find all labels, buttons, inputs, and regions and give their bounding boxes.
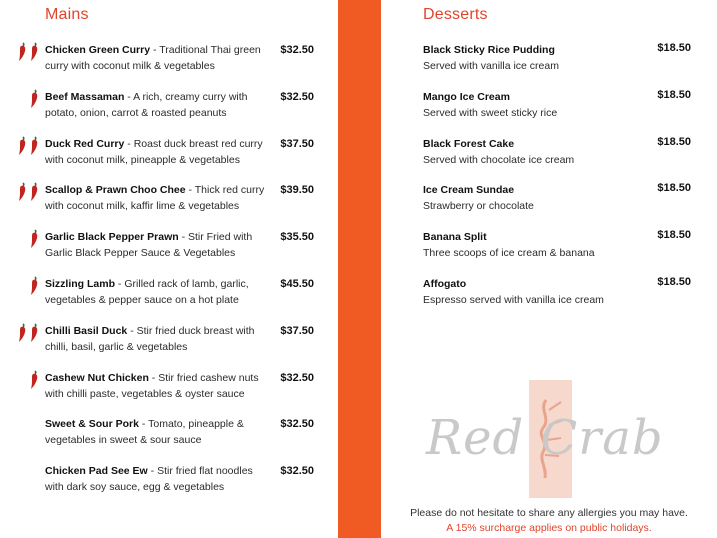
dessert-description: Espresso served with vanilla ice cream [423, 293, 604, 306]
item-price: $32.50 [280, 90, 314, 103]
item-name: Garlic Black Pepper Prawn [45, 231, 179, 244]
item-description-block [45, 229, 270, 261]
chili-icon [29, 229, 40, 249]
menu-item [0, 276, 338, 323]
dessert-price: $18.50 [657, 229, 691, 242]
dessert-price: $18.50 [657, 42, 691, 54]
menu-item [0, 229, 338, 276]
menu-item [0, 89, 338, 136]
item-price: $45.50 [280, 277, 314, 290]
item-description: Grilled rack of lamb, garlic, vegetables & pepper sauce on a hot plate [45, 277, 249, 306]
watermark-brand-text: Red Crab [426, 410, 664, 466]
item-separator: - [178, 231, 188, 244]
item-description: Traditional Thai green curry with coconut milk & vegetables [45, 44, 261, 72]
item-separator: - [127, 324, 137, 337]
item-separator: - [115, 277, 125, 290]
dessert-description-block [423, 229, 643, 261]
spice-level [14, 370, 40, 390]
item-name: Chilli Basil Duck [45, 324, 128, 337]
menu-item [0, 42, 338, 89]
item-name: Chicken Green Curry [45, 44, 151, 56]
item-separator: - [185, 184, 195, 197]
chili-icon [29, 182, 40, 202]
item-description-block [45, 182, 270, 214]
orange-divider [338, 0, 381, 538]
item-name: Duck Red Curry [45, 137, 125, 150]
dessert-description: Three scoops of ice cream & banana [423, 247, 595, 260]
menu-item [0, 370, 338, 417]
dessert-description-block [423, 136, 643, 168]
dessert-name: Black Sticky Rice Pudding [423, 44, 555, 56]
item-price: $37.50 [280, 324, 314, 337]
item-name: Sweet & Sour Pork [45, 418, 139, 431]
item-separator: - [148, 371, 159, 384]
item-price: $32.50 [280, 418, 314, 431]
item-description: Stir fried duck breast with chilli, basil, garlic & vegetables [45, 324, 255, 353]
chili-icon [29, 42, 40, 62]
chili-icon [29, 89, 40, 109]
spice-level [14, 416, 40, 436]
item-description: Stir fried flat noodles with dark soy sauce, egg & vegetables [45, 465, 253, 494]
chili-icon [29, 323, 40, 343]
desserts-column [381, 0, 717, 538]
surcharge-note: A 15% surcharge applies on public holidays. [446, 522, 652, 534]
chili-icon [17, 182, 28, 202]
item-description-block [45, 276, 270, 308]
mains-column [0, 0, 338, 538]
menu-item [0, 182, 338, 229]
item-price: $32.50 [280, 44, 314, 56]
item-description-block [45, 463, 270, 495]
item-separator: - [124, 90, 134, 103]
item-description-block [45, 89, 270, 121]
dessert-name: Ice Cream Sundae [423, 184, 515, 197]
dessert-item [381, 182, 717, 229]
dessert-description: Served with vanilla ice cream [423, 60, 559, 72]
menu-item [0, 323, 338, 370]
chili-icon [29, 276, 40, 296]
chili-icon [17, 42, 28, 62]
dessert-name: Mango Ice Cream [423, 90, 510, 103]
dessert-description-block [423, 42, 643, 74]
menu-item [0, 136, 338, 183]
spice-level [14, 89, 40, 109]
spice-level [14, 463, 40, 483]
spice-level [14, 229, 40, 249]
item-price: $37.50 [280, 137, 314, 150]
item-name: Sizzling Lamb [45, 277, 116, 290]
dessert-item [381, 229, 717, 276]
menu-item [0, 463, 338, 510]
mains-heading: Mains [45, 6, 89, 23]
mains-list [0, 42, 338, 510]
item-description: Roast duck breast red curry with coconut milk, pineapple & vegetables [45, 137, 263, 166]
item-price: $35.50 [280, 231, 314, 244]
spice-level [14, 182, 40, 202]
dessert-item [381, 136, 717, 183]
dessert-name: Black Forest Cake [423, 137, 515, 150]
item-separator: - [138, 418, 149, 431]
spice-level [14, 42, 40, 62]
allergy-note: Please do not hesitate to share any allergies you may have. [410, 507, 688, 519]
dessert-name: Banana Split [423, 231, 487, 244]
item-description-block [45, 416, 270, 448]
dessert-price: $18.50 [657, 135, 691, 148]
item-description: Stir Fried with Garlic Black Pepper Sauce & Vegetables [45, 231, 253, 260]
item-description: Tomato, pineapple & vegetables in sweet & sour sauce [45, 418, 244, 447]
item-separator: - [124, 137, 134, 150]
dessert-description: Served with sweet sticky rice [423, 106, 558, 119]
item-name: Cashew Nut Chicken [45, 371, 149, 384]
dessert-price: $18.50 [657, 88, 691, 101]
item-name: Scallop & Prawn Choo Chee [45, 184, 186, 197]
desserts-list [381, 42, 717, 323]
dessert-item [381, 276, 717, 323]
item-description: A rich, creamy curry with potato, onion, carrot & roasted peanuts [45, 90, 248, 119]
chili-icon [17, 323, 28, 343]
item-description-block [45, 136, 270, 168]
item-separator: - [147, 465, 158, 478]
item-name: Beef Massaman [45, 90, 125, 103]
dessert-item [381, 42, 717, 89]
dessert-description-block [423, 276, 643, 308]
item-description-block [45, 323, 270, 355]
item-description: Thick red curry with coconut milk, kaffir lime & vegetables [45, 184, 265, 213]
item-separator: - [150, 44, 160, 56]
spice-level [14, 323, 40, 343]
dessert-name: Affogato [423, 277, 467, 290]
item-price: $39.50 [280, 184, 314, 197]
item-description-block [45, 370, 270, 402]
dessert-price: $18.50 [657, 275, 691, 288]
spice-level [14, 276, 40, 296]
desserts-heading: Desserts [423, 6, 488, 23]
item-name: Chicken Pad See Ew [45, 465, 148, 478]
item-description-block [45, 42, 270, 74]
dessert-description: Served with chocolate ice cream [423, 153, 575, 166]
item-price: $32.50 [280, 371, 314, 384]
item-price: $32.50 [280, 465, 314, 478]
chili-icon [29, 370, 40, 390]
dessert-description-block [423, 89, 643, 121]
menu-item [0, 416, 338, 463]
item-description: Stir fried cashew nuts with chilli paste, vegetables & oyster sauce [45, 371, 259, 400]
spice-level [14, 136, 40, 156]
dessert-description: Strawberry or chocolate [423, 200, 534, 213]
dessert-price: $18.50 [657, 182, 691, 195]
chili-icon [29, 136, 40, 156]
chili-icon [17, 136, 28, 156]
dessert-item [381, 89, 717, 136]
dessert-description-block [423, 182, 643, 214]
